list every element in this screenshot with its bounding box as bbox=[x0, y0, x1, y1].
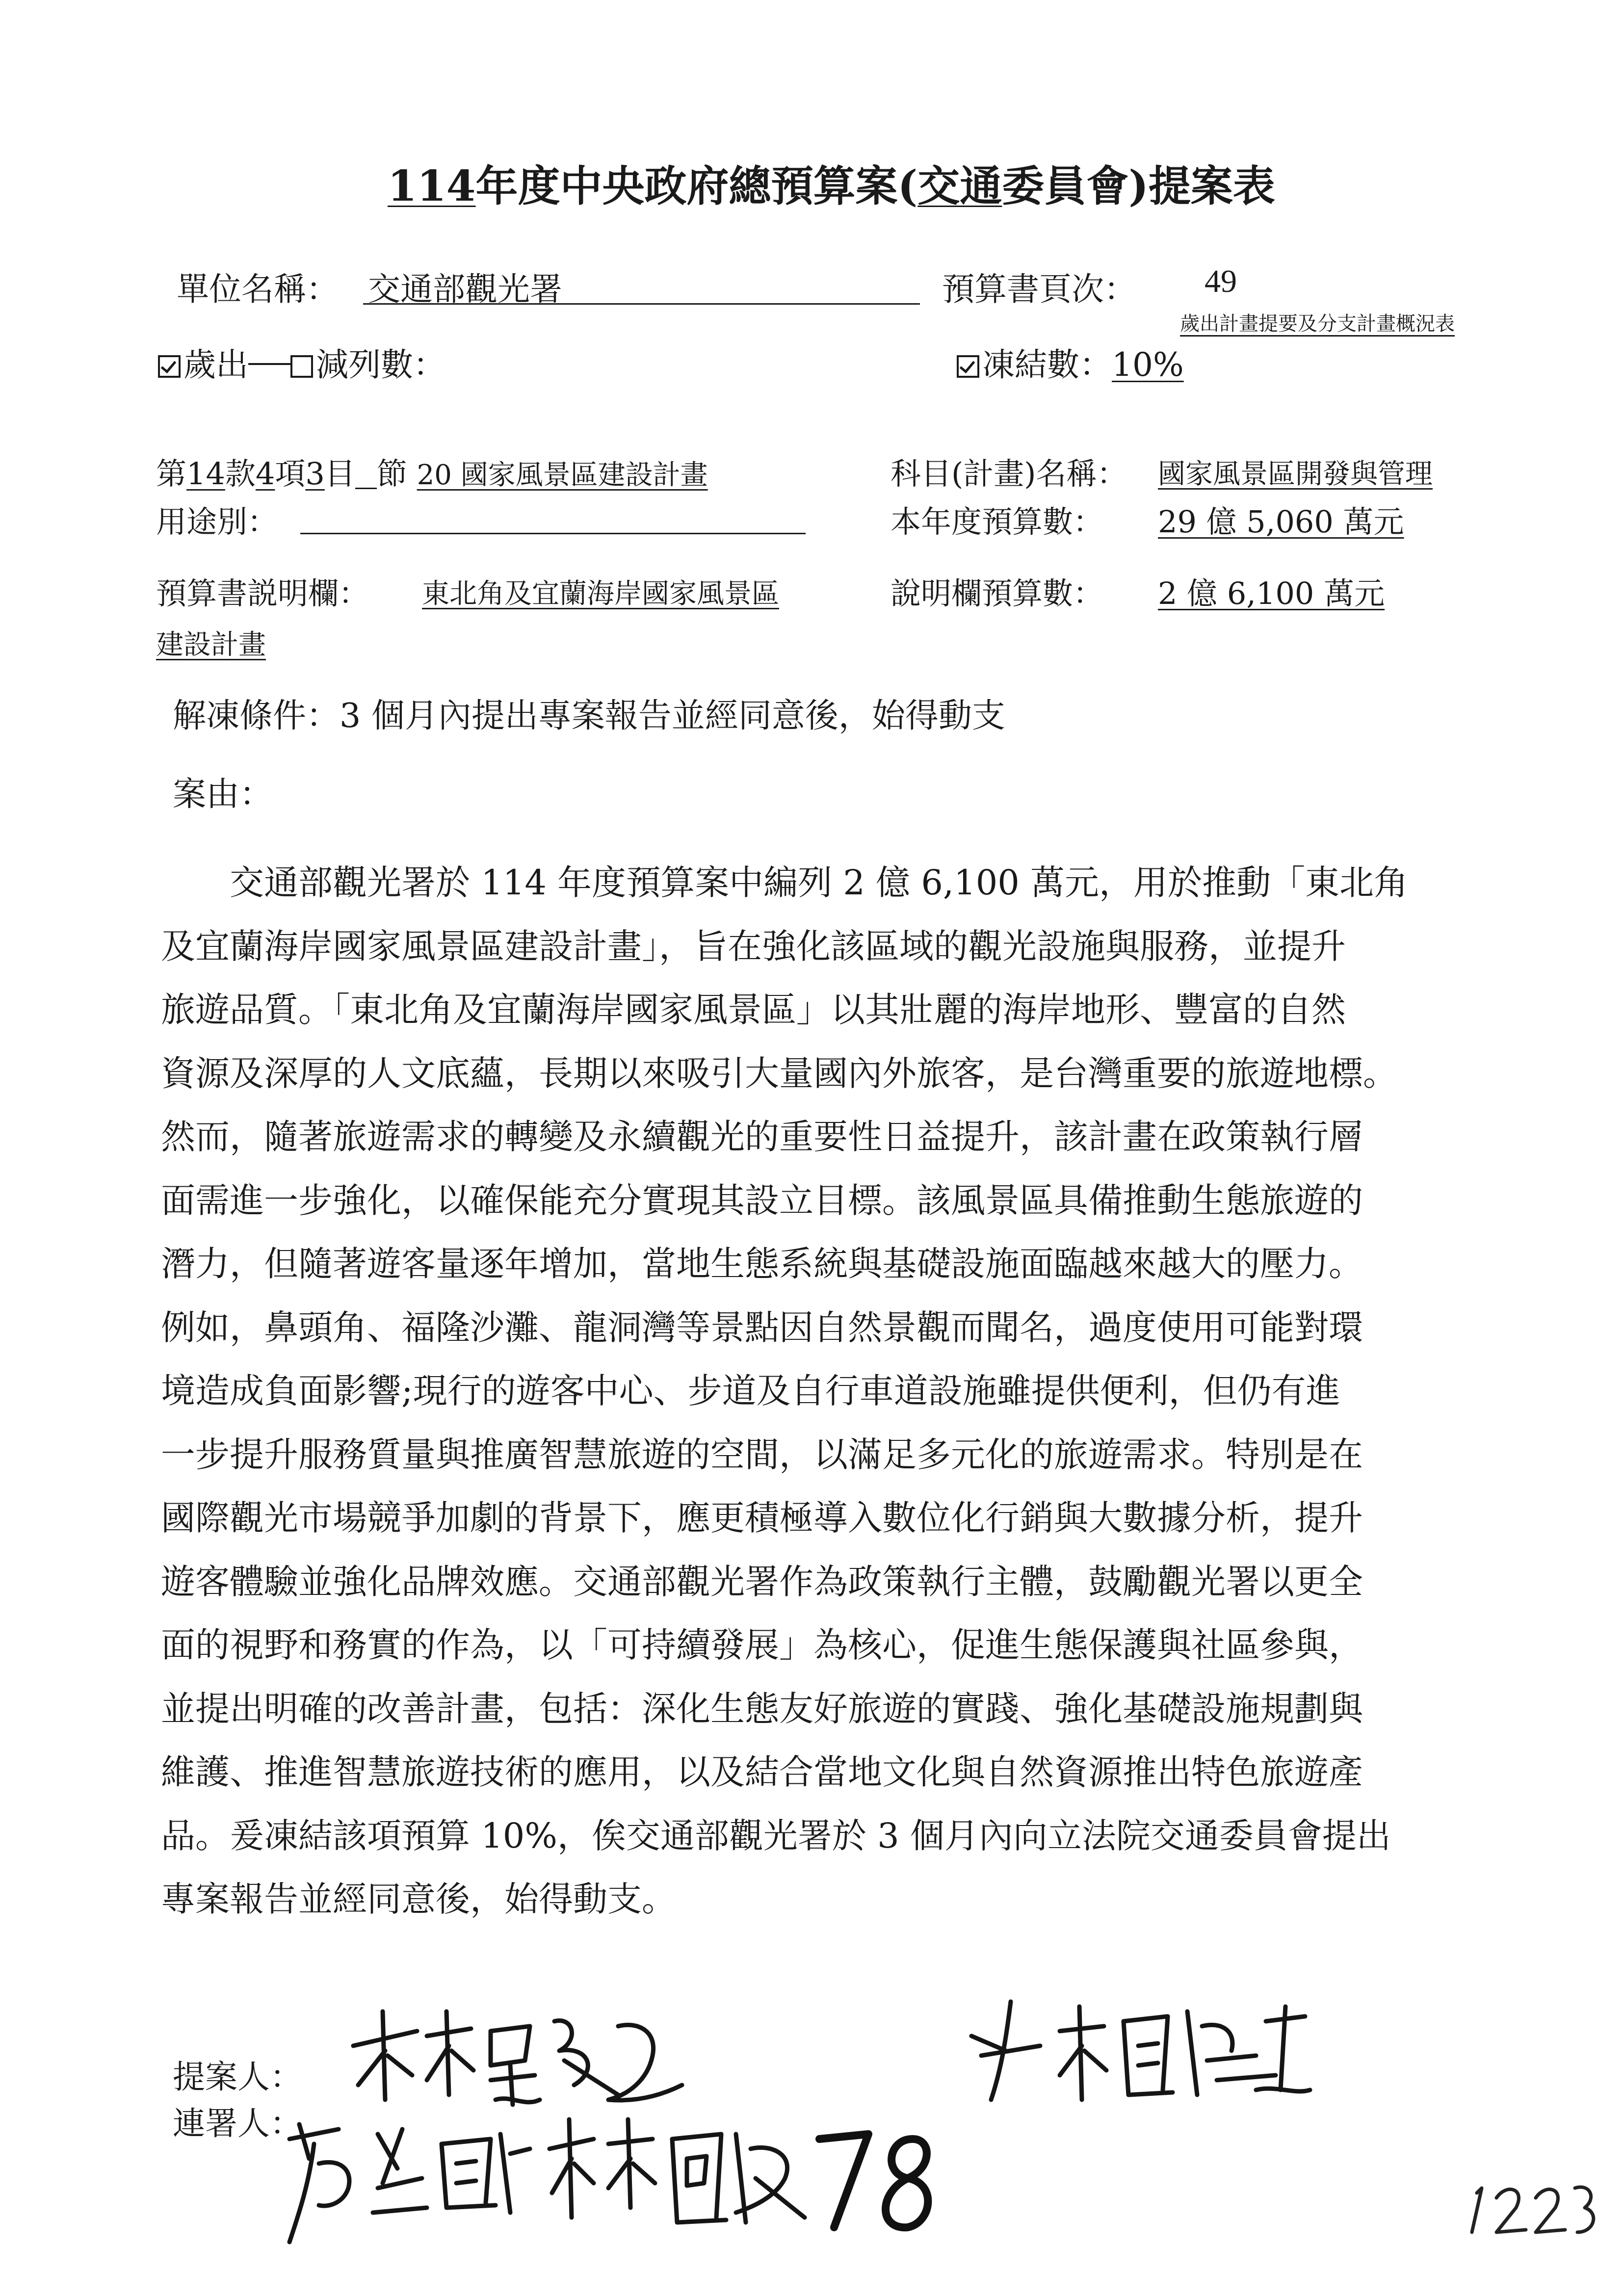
dash-separator bbox=[248, 363, 290, 365]
budget-label: 本年度預算數： bbox=[891, 504, 1104, 540]
body-line: 旅遊品質。「東北角及宜蘭海岸國家風景區」以其壯麗的海岸地形、豐富的自然 bbox=[161, 990, 1346, 1030]
handwritten-number-78-image bbox=[810, 2119, 947, 2242]
section-kuan: 款 bbox=[225, 456, 256, 492]
section-mu: 目 bbox=[324, 456, 355, 492]
body-line: 面的視野和務實的作為，以「可持續發展」為核心，促進生態保護與社區參與， bbox=[161, 1625, 1363, 1665]
body-line: 專案報告並經同意後，始得動支。 bbox=[161, 1879, 676, 1919]
body-line: 交通部觀光署於 114 年度預算案中編列 2 億 6,100 萬元，用於推動「東北角 bbox=[161, 862, 1409, 903]
subject-label: 科目(計畫)名稱： bbox=[891, 456, 1127, 492]
page-note: 歲出計畫提要及分支計畫概況表 bbox=[1180, 313, 1455, 335]
signature-cosigner-2-image bbox=[540, 2110, 814, 2237]
usage-underline bbox=[300, 533, 806, 534]
proposer-label: 提案人： bbox=[173, 2058, 302, 2096]
unfreeze-condition: 解凍條件：3 個月內提出專案報告並經同意後，始得動支 bbox=[173, 697, 1005, 735]
section-di: 第 bbox=[156, 456, 187, 492]
page-value: 49 bbox=[1205, 263, 1237, 299]
desc-budget-label: 說明欄預算數： bbox=[891, 575, 1104, 611]
expend-row bbox=[158, 339, 445, 385]
title-end: 委員會)提案表 bbox=[1002, 161, 1275, 211]
section-jie-blank bbox=[355, 488, 377, 489]
desc-value-1: 東北角及宜蘭海岸國家風景區 bbox=[422, 578, 779, 610]
page-label: 預算書頁次： bbox=[942, 270, 1136, 308]
section-plan: 20 國家風景區建設計畫 bbox=[417, 459, 708, 491]
section-xiang-num: 4 bbox=[255, 456, 275, 492]
handwritten-number-1223-image bbox=[1462, 2168, 1599, 2242]
section-jie: 節 bbox=[376, 456, 407, 492]
title-committee: 交通 bbox=[917, 161, 1002, 211]
section-kuan-num: 14 bbox=[186, 456, 225, 492]
body-line: 國際觀光市場競爭加劇的背景下，應更積極導入數位化行銷與大數據分析，提升 bbox=[161, 1498, 1363, 1538]
signature-cosigner-3-image bbox=[962, 1992, 1315, 2114]
reduce-checkbox[interactable] bbox=[290, 355, 313, 378]
body-line: 品。爰凍結該項預算 10%，俟交通部觀光署於 3 個月內向立法院交通委員會提出 bbox=[161, 1815, 1391, 1856]
body-line: 潛力，但隨著遊客量逐年增加，當地生態系統與基礎設施面臨越來越大的壓力。 bbox=[161, 1244, 1363, 1284]
section-mu-num: 3 bbox=[305, 456, 325, 492]
title-mid: 年度中央政府總預算案( bbox=[475, 161, 918, 211]
body-line: 境造成負面影響;現行的遊客中心、步道及自行車道設施雖提供便利，但仍有進 bbox=[161, 1371, 1340, 1411]
reason-body bbox=[161, 851, 1515, 1931]
body-line: 然而，隨著旅遊需求的轉變及永續觀光的重要性日益提升，該計畫在政策執行層 bbox=[161, 1117, 1363, 1157]
signature-cosigner-1-image bbox=[280, 2105, 535, 2252]
freeze-checkbox[interactable] bbox=[957, 355, 979, 378]
body-line: 面需進一步強化，以確保能充分實現其設立目標。該風景區具備推動生態旅遊的 bbox=[161, 1180, 1363, 1221]
unit-label: 單位名稱： bbox=[177, 270, 339, 308]
section-line bbox=[156, 449, 708, 493]
body-line: 及宜蘭海岸國家風景區建設計畫」，旨在強化該區域的觀光設施與服務，並提升 bbox=[161, 926, 1346, 966]
cosigner-label: 連署人： bbox=[173, 2105, 302, 2142]
signature-proposer-image bbox=[343, 2002, 687, 2114]
usage-label: 用途別： bbox=[156, 504, 278, 540]
unit-value: 交通部觀光署 bbox=[368, 270, 562, 308]
desc-budget-value: 2 億 6,100 萬元 bbox=[1158, 575, 1385, 611]
desc-label: 預算書説明欄： bbox=[156, 575, 369, 611]
unit-underline bbox=[363, 303, 920, 305]
section-xiang: 項 bbox=[275, 456, 306, 492]
budget-value: 29 億 5,060 萬元 bbox=[1158, 504, 1404, 540]
body-line: 資源及深厚的人文底蘊，長期以來吸引大量國內外旅客，是台灣重要的旅遊地標。 bbox=[161, 1053, 1397, 1094]
body-line: 一步提升服務質量與推廣智慧旅遊的空間，以滿足多元化的旅遊需求。特別是在 bbox=[161, 1434, 1363, 1475]
title-year: 114 bbox=[388, 161, 476, 211]
body-line: 例如，鼻頭角、福隆沙灘、龍洞灣等景點因自然景觀而聞名，過度使用可能對環 bbox=[161, 1307, 1363, 1348]
body-line: 維護、推進智慧旅遊技術的應用，以及結合當地文化與自然資源推出特色旅遊產 bbox=[161, 1752, 1363, 1792]
subject-value: 國家風景區開發與管理 bbox=[1158, 458, 1433, 490]
page-title bbox=[388, 152, 1275, 213]
expend-checkbox[interactable] bbox=[158, 355, 181, 378]
desc-value-2: 建設計畫 bbox=[156, 629, 266, 661]
freeze-label: 凍結數： bbox=[982, 346, 1112, 384]
reduce-label: 減列數： bbox=[316, 346, 445, 384]
body-line: 遊客體驗並強化品牌效應。交通部觀光署作為政策執行主體，鼓勵觀光署以更全 bbox=[161, 1561, 1363, 1602]
freeze-row bbox=[957, 339, 1184, 385]
freeze-value: 10% bbox=[1112, 346, 1184, 384]
reason-label: 案由： bbox=[173, 775, 273, 814]
body-line: 並提出明確的改善計畫，包括：深化生態友好旅遊的實踐、強化基礎設施規劃與 bbox=[161, 1688, 1363, 1729]
expend-label: 歲出 bbox=[183, 346, 248, 384]
